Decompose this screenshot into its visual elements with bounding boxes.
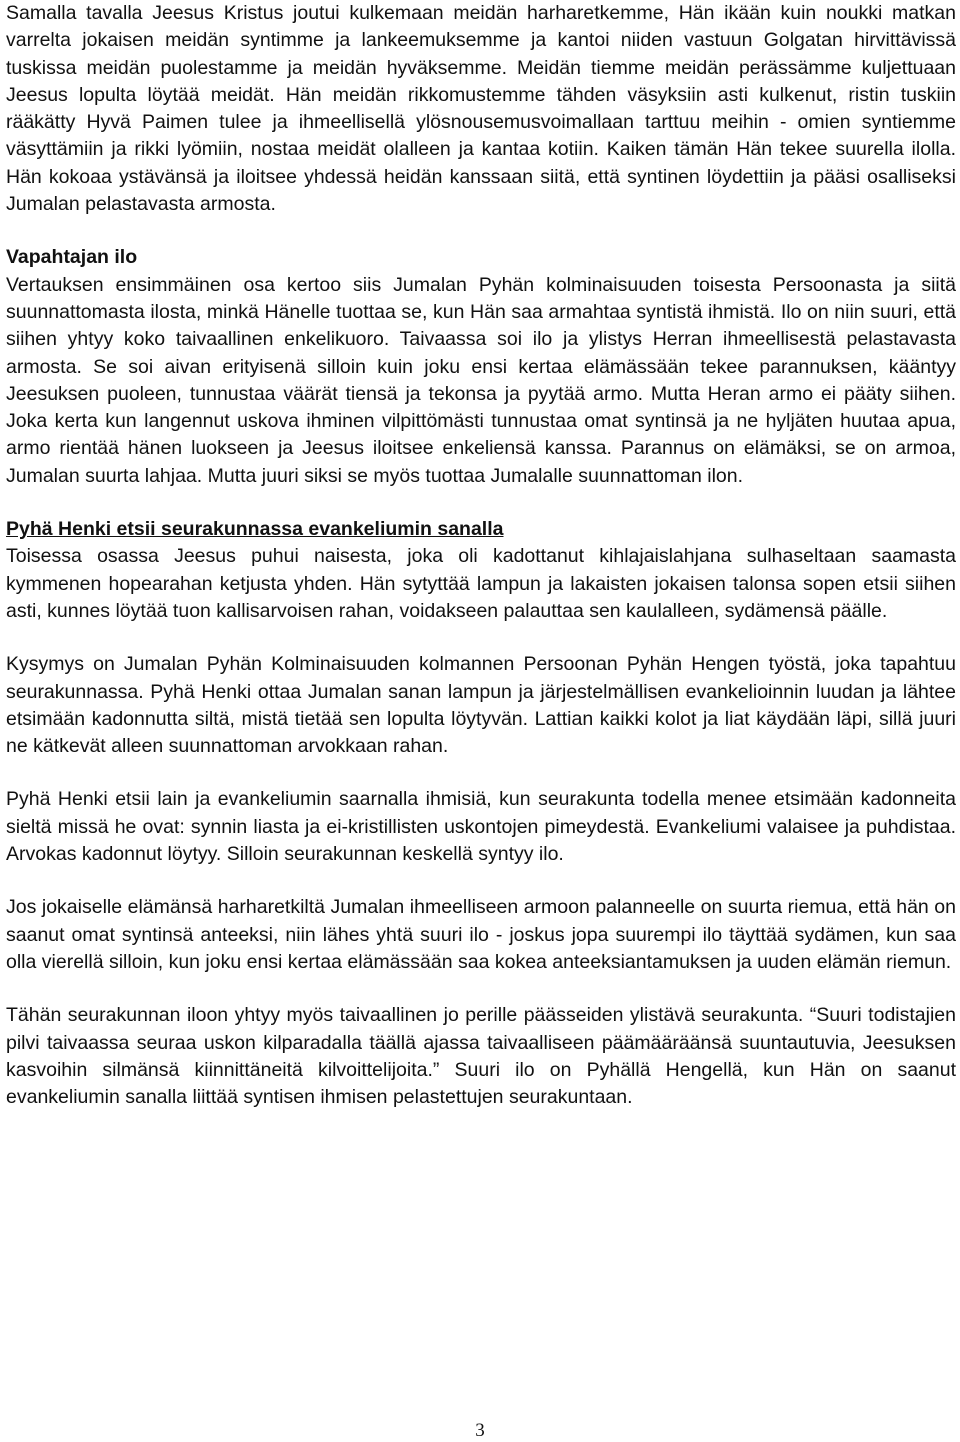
heading-vapahtajan-ilo: Vapahtajan ilo xyxy=(6,246,138,269)
paragraph-5: Pyhä Henki etsii lain ja evankeliumin saarnalla ihmisiä, kun seurakunta todella menee etsimään kadonneita sieltä missä he ovat: synnin liasta ja ei-kristillisten uskontojen pimeydestä. Evankeliumi valaisee ja puhdistaa. Arvokas kadonnut löytyy. Silloin seurakunnan keskellä syntyy ilo. xyxy=(6,788,956,866)
paragraph-4: Kysymys on Jumalan Pyhän Kolminaisuuden kolmannen Persoonan Pyhän Hengen työstä, joka tapahtuu seurakunnassa. Pyhä Henki ottaa Jumalan sanan lampun ja järjestelmällisen evankelioinnin luudan ja lähtee etsimään kadonnutta siltä, mistä tietää sen lopulta löytyvän. Lattian kaikki kolot ja liat käydään läpi, sillä juuri ne kätkevät alleen suunnattoman arvokkaan rahan. xyxy=(6,653,956,758)
document-page xyxy=(6,0,956,1111)
paragraph-1: Samalla tavalla Jeesus Kristus joutui kulkemaan meidän harharetkemme, Hän ikään kuin noukki matkan varrelta jokaisen meidän syntimme ja lankeemuksemme ja kantoi niiden vastuun Golgatan hirvittävissä tuskissa meidän puolestamme ja meidän hyväksemme. Meidän tiemme meidän perässämme kuljettuaan Jeesus lopulta löytää meidät. Hän meidän rikkomustemme tähden väsyksiin asti kulkenut, ristin tuskiin rääkätty Hyvä Paimen tulee ja ihmeellisellä ylösnousemusvoimallaan tarttuu meihin - omien syntiemme väsyttämiin ja rikki lyömiin, nostaa meidät olalleen ja kantaa kotiin. Kaiken tämän Hän tekee suurella ilolla. Hän kokoaa ystävänsä ja iloitsee yhdessä heidän kanssaan siitä, että syntinen löydettiin ja pääsi osalliseksi Jumalan pelastavasta armosta. xyxy=(6,2,956,216)
paragraph-3: Toisessa osassa Jeesus puhui naisesta, joka oli kadottanut kihlajaislahjana sulhaseltaan saamasta kymmenen hopearahan ketjusta yhden. Hän sytyttää lampun ja lakaisten jokaisen talonsa sopen etsii siihen asti, kunnes löytää tuon kallisarvoisen rahan, voidakseen palauttaa sen kaulalleen, sydämensä päälle. xyxy=(6,545,956,622)
paragraph-2: Vertauksen ensimmäinen osa kertoo siis Jumalan Pyhän kolminaisuuden toisesta Persoonasta ja siitä suunnattomasta ilosta, minkä Hänelle tuottaa se, kun Hän saa armahtaa syntistä ihmistä. Ilo on niin suuri, että siihen yhtyy koko taivaallinen enkelikuoro. Taivaassa soi ilo ja ylistys Herran ihmeellisestä pelastavasta armosta. Se soi aivan erityisenä silloin kuin joku ensi kertaa elämässään tekee parannuksen, kääntyy Jeesuksen puoleen, tunnustaa väärät tiensä ja tekonsa ja pyytää armo. Mutta Heran armo ei pääty siihen. Joka kerta kun langennut uskova ihminen vilpittömästi tunnustaa omat syntinsä ja ne hyljäten huutaa apua, armo rientää hänen luokseen ja Jeesus iloitsee enkeliensä kanssa. Parannus on elämäksi, se on armoa, Jumalan suurta lahjaa. Mutta juuri siksi se myös tuottaa Jumalalle suunnattoman ilon. xyxy=(6,273,956,487)
paragraph-7: Tähän seurakunnan iloon yhtyy myös taivaallinen jo perille päässeiden ylistävä seurakunta. “Suuri todistajien pilvi taivaassa seuraa uskon kilparadalla täällä ajassa taivaalliseen päämääräänsä suuntautuvia, Jeesuksen kasvoihin silmänsä kiinnittäneitä kilvoittelijoita.” Suuri ilo on Pyhällä Hengellä, kun Hän on saanut evankeliumin sanalla liittää syntisen ihmisen pelastettujen seurakuntaan. xyxy=(6,1004,956,1109)
heading-pyha-henki: Pyhä Henki etsii seurakunnassa evankeliumin sanalla xyxy=(6,518,504,541)
page-number: 3 xyxy=(475,1420,485,1441)
paragraph-6: Jos jokaiselle elämänsä harharetkiltä Jumalan ihmeelliseen armoon palanneelle on suurta riemua, että hän on saanut omat syntinsä anteeksi, niin lähes yhtä suuri ilo - joskus jopa suurempi ilo täyttää sydämen, kun saa olla vierellä silloin, kun joku ensi kertaa elämässään saa kokea anteeksiantamuksen ja uuden elämän riemun. xyxy=(6,896,956,973)
